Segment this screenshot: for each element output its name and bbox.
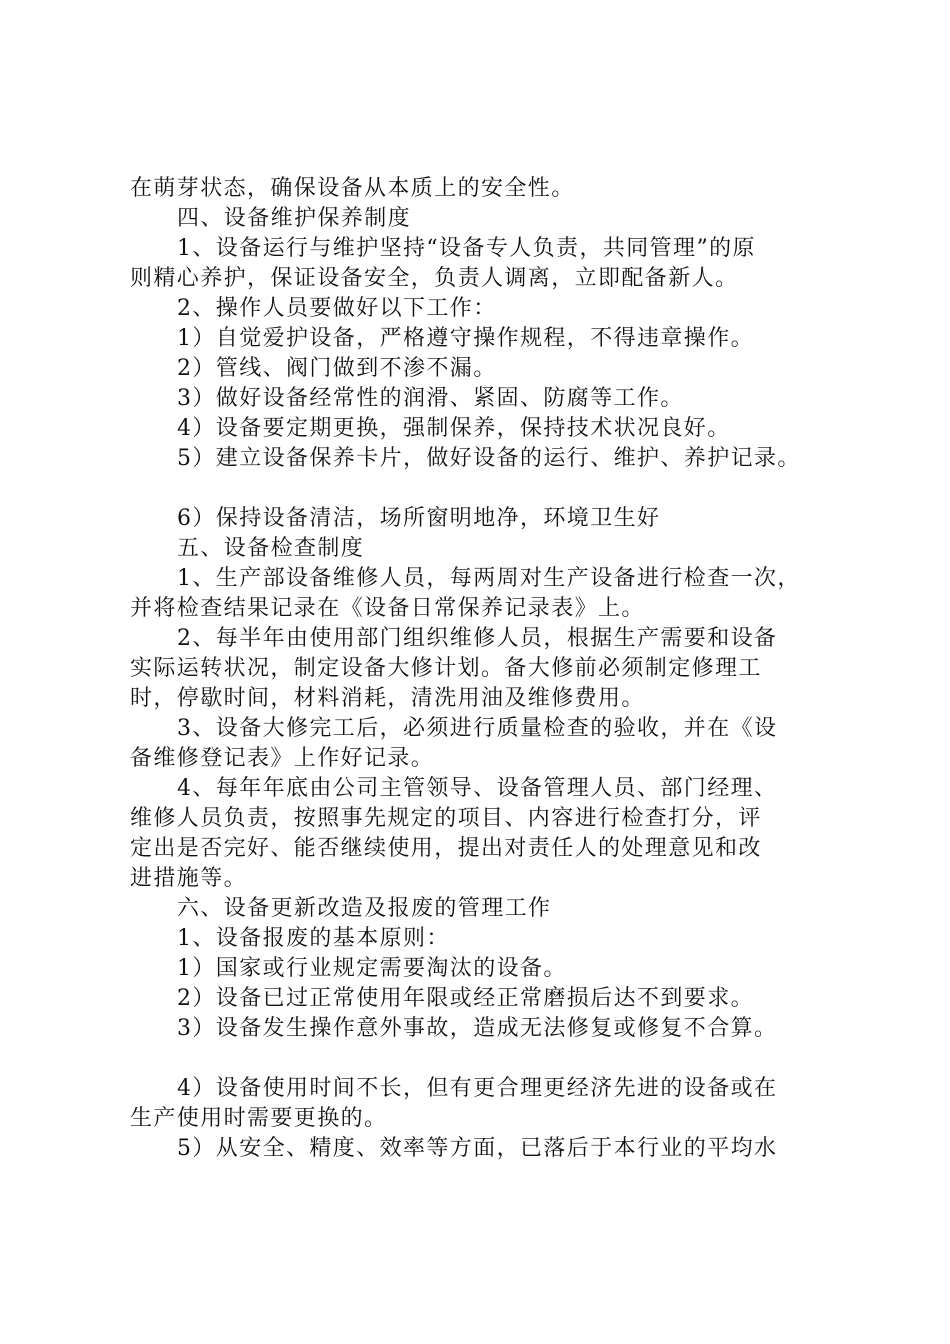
list-item: 4）设备要定期更换，强制保养，保持技术状况良好。 [177, 416, 731, 441]
text-line: 在萌芽状态，确保设备从本质上的安全性。 [130, 176, 575, 201]
list-item: 6）保持设备清洁，场所窗明地净，环境卫生好 [177, 506, 661, 531]
text-line: 实际运转状况，制定设备大修计划。备大修前必须制定修理工 [130, 656, 762, 681]
list-item: 3）设备发生操作意外事故，造成无法修复或修复不合算。 [177, 1016, 778, 1041]
text-line: 定出是否完好、能否继续使用，提出对责任人的处理意见和改 [130, 836, 762, 861]
list-item: 2）管线、阀门做到不渗不漏。 [177, 356, 497, 381]
paragraph-gap [130, 474, 850, 504]
list-item: 5）建立设备保养卡片，做好设备的运行、维护、养护记录。 [177, 446, 801, 471]
list-item: 1）自觉爱护设备，严格遵守操作规程，不得违章操作。 [177, 326, 754, 351]
text-line: 则精心养护，保证设备安全，负责人调离，立即配备新人。 [130, 266, 739, 291]
section-heading: 五、设备检查制度 [177, 536, 365, 561]
text-line: 4、每年年底由公司主管领导、设备管理人员、部门经理、 [177, 776, 778, 801]
paragraph-gap [130, 1044, 850, 1074]
list-item: 1）国家或行业规定需要淘汰的设备。 [177, 956, 567, 981]
text-line: 进措施等。 [130, 866, 248, 891]
section-heading: 六、设备更新改造及报废的管理工作 [177, 896, 552, 921]
list-item: 3）做好设备经常性的润滑、紧固、防腐等工作。 [177, 386, 684, 411]
text-line: 2、操作人员要做好以下工作： [177, 296, 497, 321]
text-line: 备维修登记表》上作好记录。 [130, 746, 435, 771]
text-line: 1、设备运行与维护坚持“设备专人负责，共同管理”的原 [177, 236, 756, 261]
text-line: 1、设备报废的基本原则： [177, 926, 450, 951]
text-line: 生产使用时需要更换的。 [130, 1106, 388, 1131]
text-line: 时，停歇时间，材料消耗，清洗用油及维修费用。 [130, 686, 645, 711]
text-line: 2、每半年由使用部门组织维修人员，根据生产需要和设备 [177, 626, 778, 651]
list-item: 2）设备已过正常使用年限或经正常磨损后达不到要求。 [177, 986, 754, 1011]
list-item: 4）设备使用时间不长，但有更合理更经济先进的设备或在 [177, 1076, 778, 1101]
list-item: 5）从安全、精度、效率等方面，已落后于本行业的平均水 [177, 1136, 778, 1161]
text-line: 3、设备大修完工后，必须进行质量检查的验收，并在《设 [177, 716, 778, 741]
document-body [130, 174, 850, 1164]
section-heading: 四、设备维护保养制度 [177, 206, 412, 231]
text-line: 1、生产部设备维修人员，每两周对生产设备进行检查一次， [177, 566, 801, 591]
text-line: 维修人员负责，按照事先规定的项目、内容进行检查打分，评 [130, 806, 762, 831]
text-line: 并将检查结果记录在《设备日常保养记录表》上。 [130, 596, 645, 621]
